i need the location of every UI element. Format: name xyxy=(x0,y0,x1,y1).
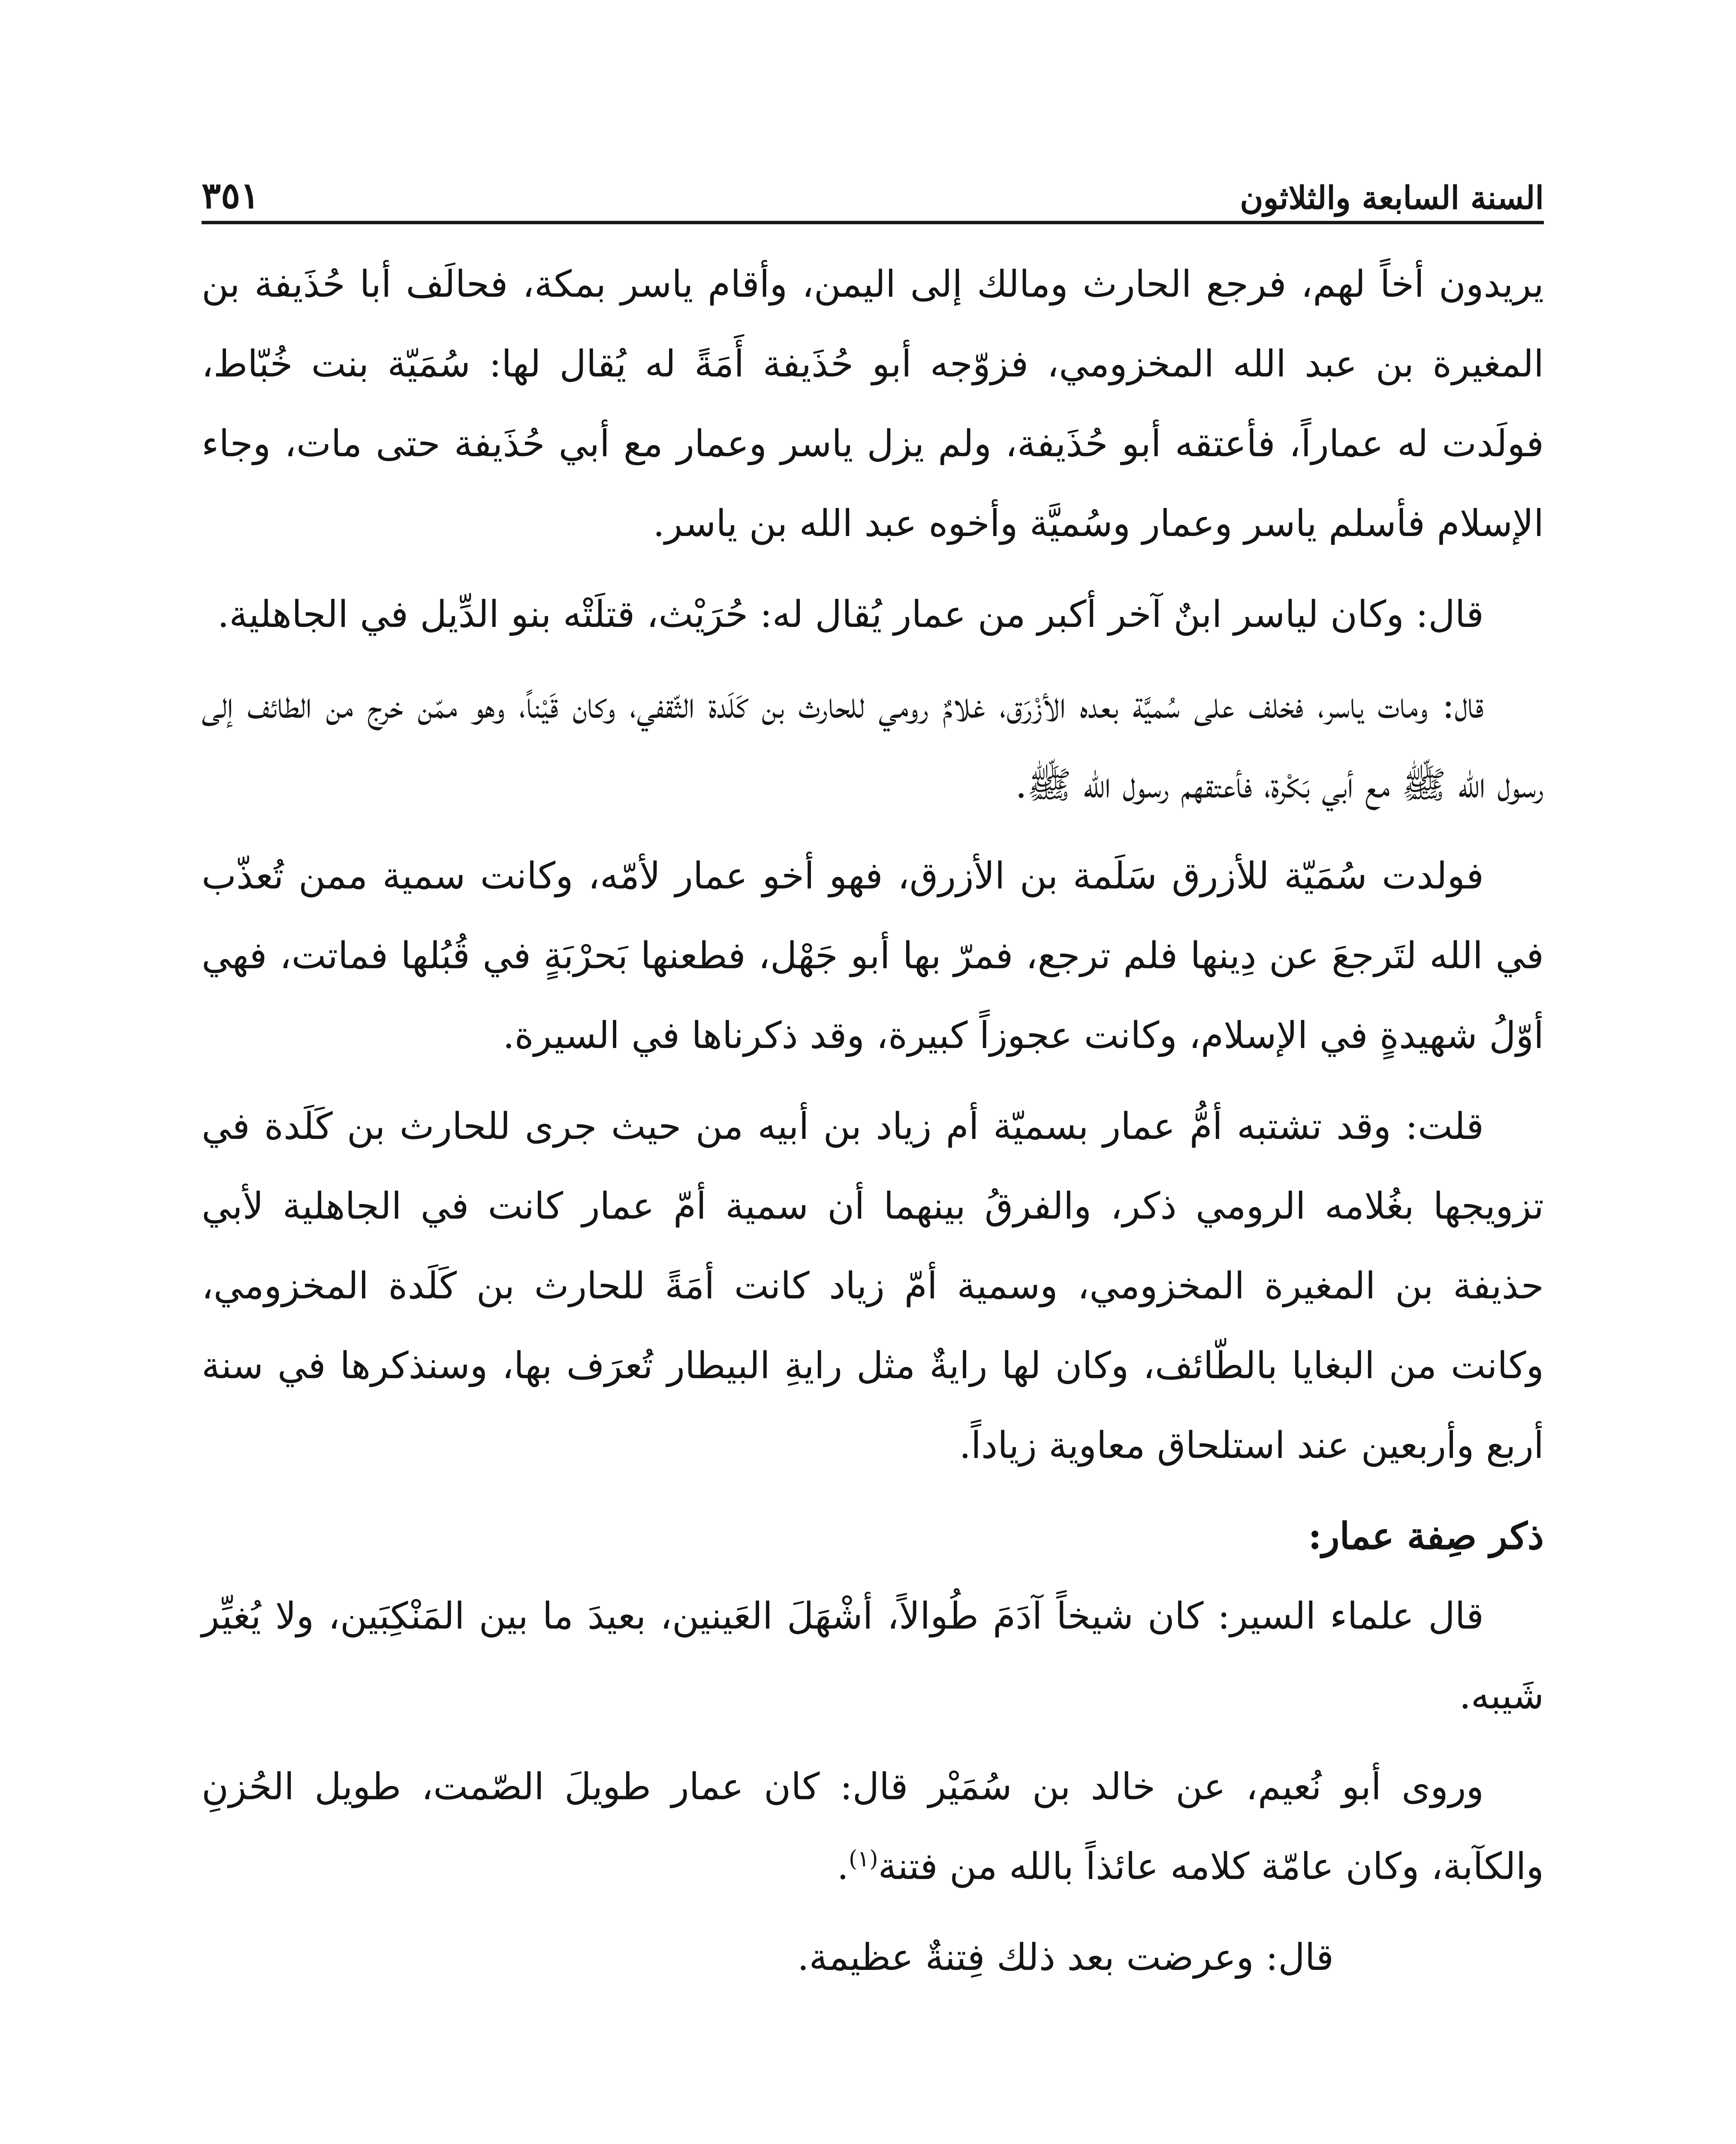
paragraph-5: قلت: وقد تشتبه أمُّ عمار بسميّة أم زياد بن أبيه من حيث جرى للحارث بن كَلَدة في تزويجها بغُلامه الرومي ذكر، والفرقُ بينهما أن سمية أمّ عمار كانت في الجاهلية لأبي حذيفة بن المغيرة المخزومي، وسمية أمّ زياد كانت أمَةً للحارث بن كَلَدة المخزومي، وكانت من البغايا بالطّائف، وكان لها رايةٌ مثل رايةِ البيطار تُعرَف بها، وسنذكرها في سنة أربع وأربعين عند استلحاق معاوية زياداً. xyxy=(202,1105,1544,1467)
page-number: ٣٥١ xyxy=(202,174,260,217)
paragraph-7 xyxy=(202,1747,1544,1906)
paragraph-7-end: . xyxy=(837,1845,849,1888)
paragraph-7-text: وروى أبو نُعيم، عن خالد بن سُمَيْر قال: كان عمار طويلَ الصّمت، طويل الحُزنِ والكآبة، وكان عامّة كلامه عائذاً بالله من فتنة xyxy=(202,1765,1544,1888)
footnote-marker: (١) xyxy=(848,1846,878,1872)
body-text xyxy=(202,244,1544,2008)
paragraph-6: قال علماء السير: كان شيخاً آدَمَ طُوالاً، أشْهَلَ العَينين، بعيدَ ما بين المَنْكِبَين، ولا يُغيِّر شَيبه. xyxy=(202,1595,1544,1717)
paragraph-2: قال: وكان لياسر ابنٌ آخر أكبر من عمار يُقال له: حُرَيْث، قتلَتْه بنو الدِّيل في الجاهلية. xyxy=(217,593,1484,636)
header-rule xyxy=(202,221,1544,224)
page-header xyxy=(202,144,1544,217)
paragraph-3: قال: ومات ياسر، فخلف على سُميَّة بعده الأزْرَق، غلامٌ رومي للحارث بن كَلَدة الثّقفي، وكان قَيْناً، وهو ممّن خرج من الطائف إلى رسول الله ﷺ مع أبي بَكْرة، فأعتقهم رسول الله ﷺ. xyxy=(202,684,1544,807)
paragraph-4: فولدت سُمَيّة للأزرق سَلَمة بن الأزرق، فهو أخو عمار لأمّه، وكانت سمية ممن تُعذّب في الله لتَرجعَ عن دِينها فلم ترجع، فمرّ بها أبو جَهْل، فطعنها بَحرْبَةٍ في قُبُلها فماتت، فهي أوّلُ شهيدةٍ في الإسلام، وكانت عجوزاً كبيرة، وقد ذكرناها في السيرة. xyxy=(202,855,1544,1057)
running-title: السنة السابعة والثلاثون xyxy=(1240,180,1544,217)
section-heading: ذكر صِفة عمار: xyxy=(1308,1515,1544,1558)
paragraph-1: يريدون أخاً لهم، فرجع الحارث ومالك إلى اليمن، وأقام ياسر بمكة، فحالَف أبا حُذَيفة بن المغيرة بن عبد الله المخزومي، فزوّجه أبو حُذَيفة أَمَةً له يُقال لها: سُمَيّة بنت خُبّاط، فولَدت له عماراً، فأعتقه أبو حُذَيفة، ولم يزل ياسر وعمار مع أبي حُذَيفة حتى مات، وجاء الإسلام فأسلم ياسر وعمار وسُميَّة وأخوه عبد الله بن ياسر. xyxy=(202,263,1544,545)
paragraph-8: قال: وعرضت بعد ذلك فِتنةٌ عظيمة. xyxy=(797,1936,1334,1979)
